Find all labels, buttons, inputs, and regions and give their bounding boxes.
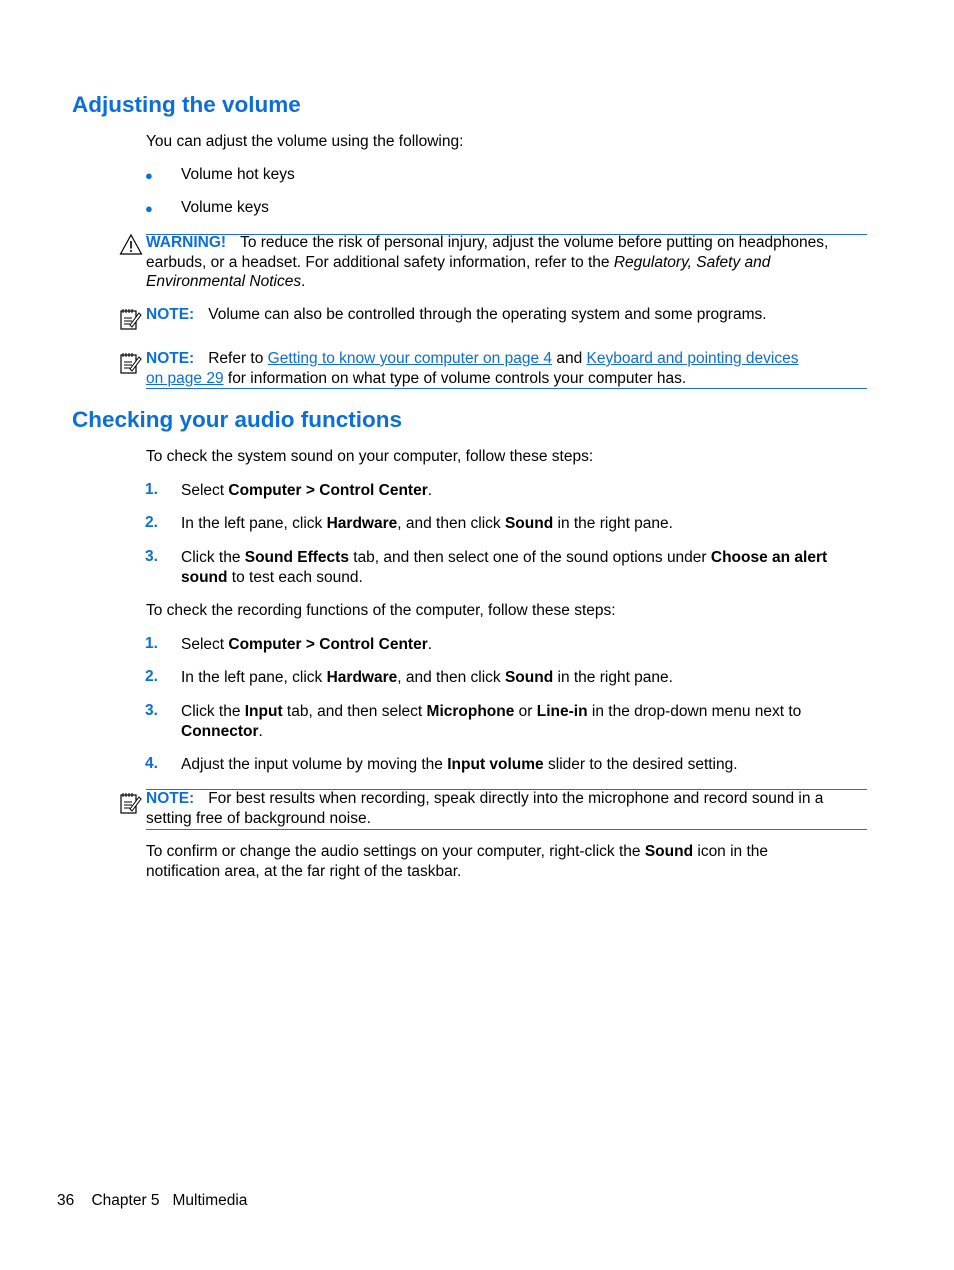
step-number: 4. [145, 755, 158, 772]
note2-pre: Refer to [208, 350, 268, 367]
warning-italic-ref-1: Regulatory, Safety and [613, 253, 771, 271]
step-number: 1. [145, 481, 158, 498]
warning-italic-ref-2: Environmental Notices [146, 273, 302, 290]
step-item: In the left pane, click Hardware, and then click Sound in the right pane. [181, 669, 673, 686]
note-label: NOTE: [146, 790, 195, 807]
note-pad-icon [118, 791, 142, 815]
step-number: 3. [145, 702, 158, 719]
warning-triangle-icon [119, 233, 143, 257]
note2-mid: and [552, 350, 587, 367]
page-footer [57, 1192, 247, 1210]
section2-intro2: To check the recording functions of the computer, follow these steps: [146, 602, 616, 619]
note1-text: Volume can also be controlled through the operating system and some programs. [208, 306, 767, 323]
step-item: Click the Input tab, and then select Microphone or Line-in in the drop-down menu next to Connector. [181, 703, 802, 740]
warning-label: WARNING! [146, 234, 227, 251]
step-item: Adjust the input volume by moving the Input volume slider to the desired setting. [181, 756, 738, 773]
step-number: 2. [145, 514, 158, 531]
note1-block [146, 305, 866, 325]
note2-bottom-rule [146, 388, 867, 389]
note-pad-icon [118, 351, 142, 375]
closing-paragraph: To confirm or change the audio settings on your computer, right-click the Sound icon in the notification area, at the far right of the taskbar. [146, 843, 769, 880]
note3-text-line1: For best results when recording, speak directly into the microphone and record sound in a [208, 790, 824, 807]
step-item: Select Computer > Control Center. [181, 482, 433, 499]
section2-intro1: To check the system sound on your computer, follow these steps: [146, 448, 594, 465]
warning-text-line2: earbuds, or a headset. For additional safety information, refer to the [146, 253, 614, 271]
footer-chapter: Chapter 5 [91, 1192, 160, 1209]
note2-post: for information on what type of volume controls your computer has. [223, 369, 687, 387]
step-number: 3. [145, 548, 158, 565]
step-number: 1. [145, 635, 158, 652]
note3-bottom-rule [146, 829, 867, 830]
bullet-marker: ● [145, 201, 153, 216]
note3-text-line2: setting free of background noise. [146, 809, 371, 827]
footer-section: Multimedia [172, 1192, 248, 1209]
section1-intro: You can adjust the volume using the following: [146, 133, 464, 150]
step-item: Click the Sound Effects tab, and then select one of the sound options under Choose an alert sound to test each sound. [181, 549, 828, 586]
section-title-checking-audio: Checking your audio functions [72, 407, 403, 432]
note-label: NOTE: [146, 350, 195, 367]
bullet-marker: ● [145, 168, 153, 183]
bullet-item-volume-hot-keys: Volume hot keys [181, 166, 295, 183]
step-number: 2. [145, 668, 158, 685]
warning-text-end: . [301, 273, 306, 290]
section-title-adjusting-volume: Adjusting the volume [72, 92, 301, 117]
warning-text-line1: To reduce the risk of personal injury, adjust the volume before putting on headphones, [240, 234, 829, 251]
bullet-item-volume-keys: Volume keys [181, 199, 269, 216]
link-keyboard-and-pointing-devices-page[interactable]: on page 29 [146, 369, 224, 387]
page-number: 36 [57, 1192, 75, 1209]
note2-block [146, 349, 866, 388]
note3-block [146, 789, 866, 828]
step-item: Select Computer > Control Center. [181, 636, 433, 653]
note-label: NOTE: [146, 306, 195, 323]
note-pad-icon [118, 307, 142, 331]
link-getting-to-know-your-computer[interactable]: Getting to know your computer on page 4 [267, 350, 553, 367]
link-keyboard-and-pointing-devices[interactable]: Keyboard and pointing devices [586, 350, 799, 367]
step-item: In the left pane, click Hardware, and then click Sound in the right pane. [181, 515, 673, 532]
warning-block [146, 233, 866, 292]
